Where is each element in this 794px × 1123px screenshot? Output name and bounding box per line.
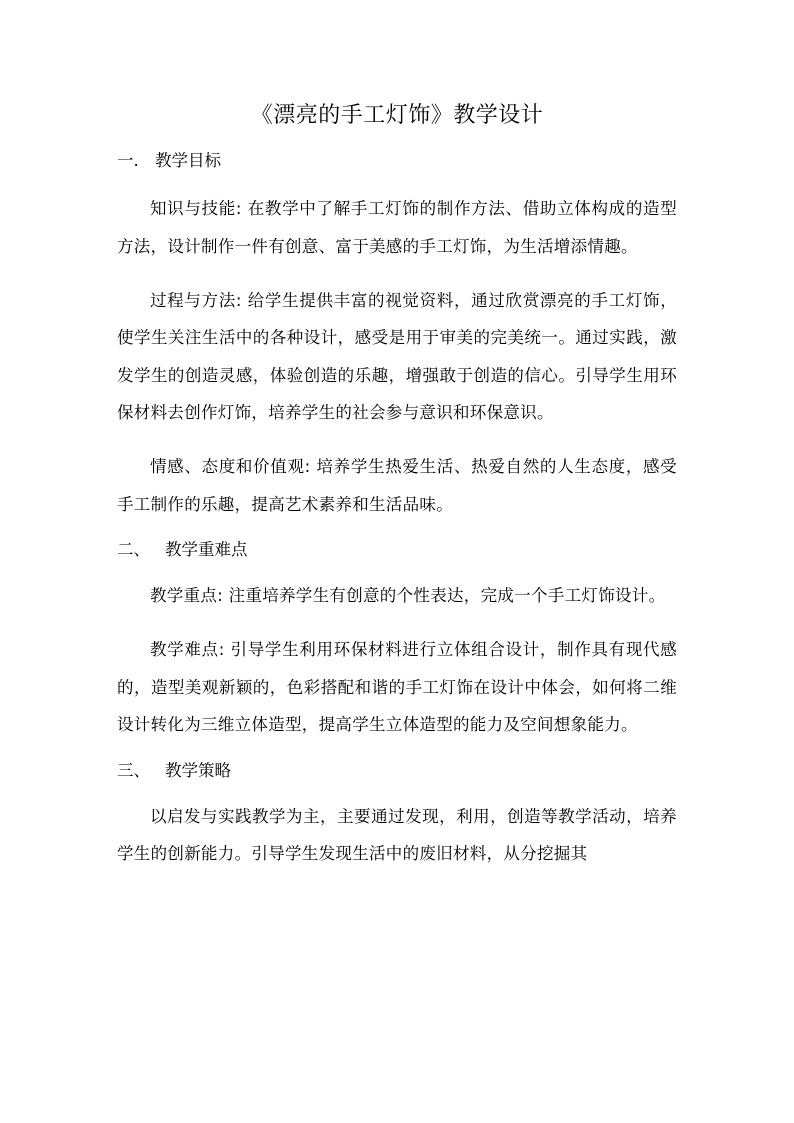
document-body [117, 144, 677, 883]
section-heading-3 [117, 754, 677, 788]
paragraph: 教学重点: 注重培养学生有创意的个性表达，完成一个手工灯饰设计。 [150, 586, 666, 605]
section-heading-1 [117, 144, 677, 178]
paragraph: 过程与方法: 给学生提供丰富的视觉资料，通过欣赏漂亮的手工灯饰，使学生关注生活中的各种设计，感受是用于审美的完美统一。通过实践，激发学生的创造灵感，体验创造的乐趣，增强敢于创造的信心。引导学生用环保材料去创作灯饰，培养学生的社会参与意识和环保意识。 [117, 290, 677, 422]
paragraph: 教学难点: 引导学生利用环保材料进行立体组合设计，制作具有现代感的，造型美观新颖的，色彩搭配和谐的手工灯饰在设计中体会，如何将二维设计转化为三维立体造型，提高学生立体造型的能力及空间想象能力。 [117, 640, 677, 734]
section-number: 三、 [117, 760, 150, 780]
document-title: 《漂亮的手工灯饰》教学设计 [250, 103, 544, 128]
section-heading-text: 教学重难点 [165, 540, 248, 559]
paragraph: 知识与技能: 在教学中了解手工灯饰的制作方法、借助立体构成的造型方法，设计制作一件有创意、富于美感的手工灯饰，为生活增添情趣。 [117, 199, 677, 256]
section-number: 一. [117, 151, 139, 170]
section-heading-2 [117, 533, 677, 567]
section-number: 二、 [117, 540, 150, 559]
paragraph: 以启发与实践教学为主，主要通过发现，利用，创造等教学活动，培养学生的创新能力。引导学生发现生活中的废旧材料，从分挖掘其 [117, 806, 677, 863]
section-heading-text: 教学目标 [155, 151, 221, 170]
section-heading-text: 教学策略 [165, 760, 231, 780]
paragraph: 情感、态度和价值观: 培养学生热爱生活、热爱自然的人生态度，感受手工制作的乐趣，提高艺术素养和生活品味。 [117, 457, 677, 514]
